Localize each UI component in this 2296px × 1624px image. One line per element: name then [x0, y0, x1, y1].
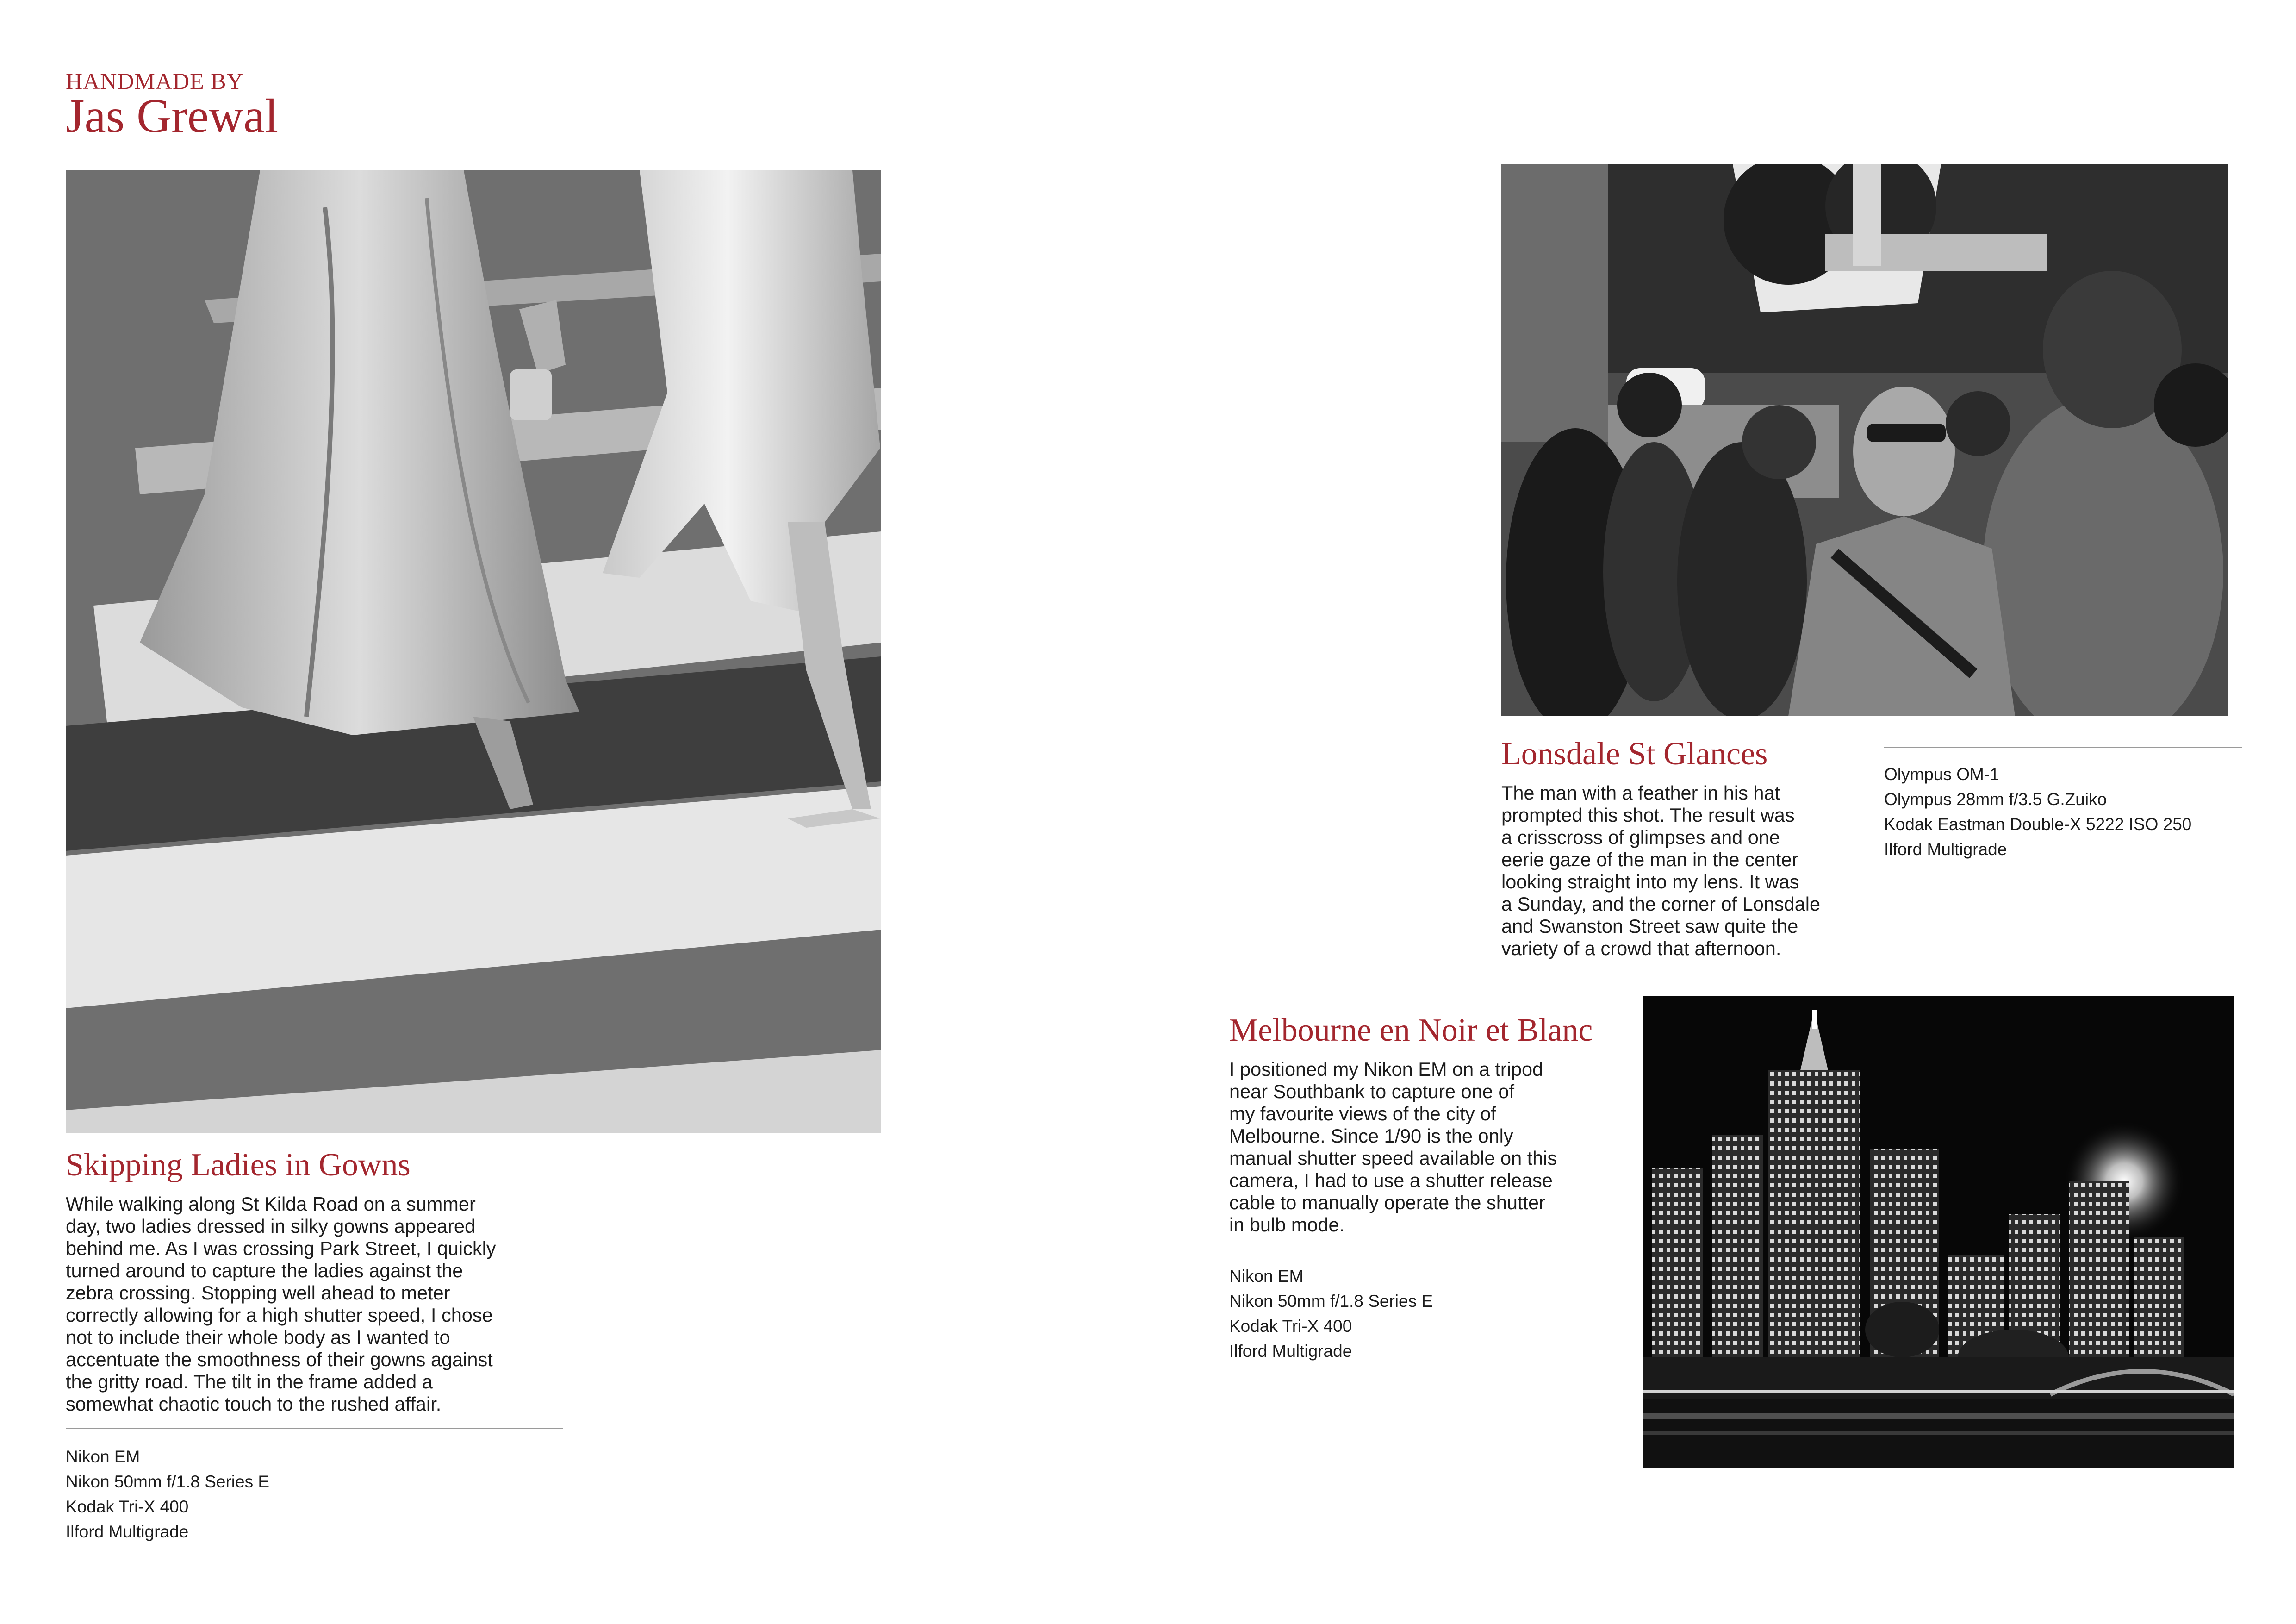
spec-film: Kodak Eastman Double-X 5222 ISO 250 — [1884, 815, 2192, 834]
spec-paper: Ilford Multigrade — [1884, 840, 2007, 859]
brand-author-name: Jas Grewal — [66, 89, 279, 143]
body-line: a crisscross of glimpses and one — [1501, 826, 1780, 848]
body-line: I positioned my Nikon EM on a tripod — [1229, 1058, 1543, 1080]
body-line: looking straight into my lens. It was — [1501, 871, 1799, 893]
spec-camera: Olympus OM-1 — [1884, 765, 1999, 784]
body-line: While walking along St Kilda Road on a summer — [66, 1193, 476, 1215]
body-line: and Swanston Street saw quite the — [1501, 915, 1798, 937]
photo-melbourne-night-skyline-art — [1643, 996, 2234, 1468]
story-title-gowns: Skipping Ladies in Gowns — [66, 1147, 411, 1183]
spec-film: Kodak Tri-X 400 — [1229, 1317, 1352, 1336]
photo-ladies-in-gowns — [66, 170, 881, 1133]
photo-lonsdale-crowd-art — [1501, 164, 2228, 716]
spec-camera: Nikon EM — [66, 1447, 140, 1466]
divider-lonsdale — [1884, 747, 2242, 748]
body-line: turned around to capture the ladies against the — [66, 1260, 463, 1281]
body-line: day, two ladies dressed in silky gowns appeared — [66, 1215, 476, 1237]
body-line: Melbourne. Since 1/90 is the only — [1229, 1125, 1513, 1147]
body-line: camera, I had to use a shutter release — [1229, 1169, 1553, 1191]
story-body-lonsdale — [1501, 782, 1862, 960]
spec-lens: Nikon 50mm f/1.8 Series E — [66, 1472, 270, 1491]
body-line: variety of a crowd that afternoon. — [1501, 937, 1781, 959]
body-line: behind me. As I was crossing Park Street, I quickly — [66, 1237, 496, 1259]
body-line: eerie gaze of the man in the center — [1501, 849, 1798, 870]
divider-gowns — [66, 1428, 563, 1429]
body-line: The man with a feather in his hat — [1501, 782, 1780, 804]
spec-film: Kodak Tri-X 400 — [66, 1497, 189, 1516]
body-line: zebra crossing. Stopping well ahead to meter — [66, 1282, 450, 1304]
body-line: a Sunday, and the corner of Lonsdale — [1501, 893, 1821, 915]
photo-ladies-in-gowns-art — [66, 170, 881, 1133]
body-line: accentuate the smoothness of their gowns against — [66, 1349, 493, 1370]
specs-gowns — [66, 1444, 269, 1544]
story-title-lonsdale: Lonsdale St Glances — [1501, 736, 1768, 772]
body-line: not to include their whole body as I wanted to — [66, 1326, 450, 1348]
brand-pretitle: HANDMADE BY — [66, 68, 244, 94]
body-line: near Southbank to capture one of — [1229, 1081, 1515, 1102]
specs-melbourne — [1229, 1264, 1433, 1364]
spec-lens: Olympus 28mm f/3.5 G.Zuiko — [1884, 790, 2107, 809]
body-line: in bulb mode. — [1229, 1214, 1345, 1236]
body-line: my favourite views of the city of — [1229, 1103, 1496, 1124]
body-line: somewhat chaotic touch to the rushed affair. — [66, 1393, 442, 1415]
story-body-gowns — [66, 1193, 575, 1415]
body-line: manual shutter speed available on this — [1229, 1147, 1557, 1169]
story-title-melbourne: Melbourne en Noir et Blanc — [1229, 1012, 1593, 1048]
spec-paper: Ilford Multigrade — [1229, 1342, 1352, 1361]
specs-lonsdale — [1884, 762, 2191, 862]
body-line: prompted this shot. The result was — [1501, 804, 1795, 826]
story-body-melbourne — [1229, 1058, 1636, 1236]
spec-camera: Nikon EM — [1229, 1267, 1304, 1286]
spec-paper: Ilford Multigrade — [66, 1522, 189, 1541]
body-line: cable to manually operate the shutter — [1229, 1192, 1545, 1213]
photo-melbourne-night-skyline — [1643, 996, 2234, 1468]
photo-lonsdale-crowd — [1501, 164, 2228, 716]
spec-lens: Nikon 50mm f/1.8 Series E — [1229, 1292, 1433, 1311]
body-line: the gritty road. The tilt in the frame added a — [66, 1371, 433, 1393]
body-line: correctly allowing for a high shutter speed, I chose — [66, 1304, 493, 1326]
